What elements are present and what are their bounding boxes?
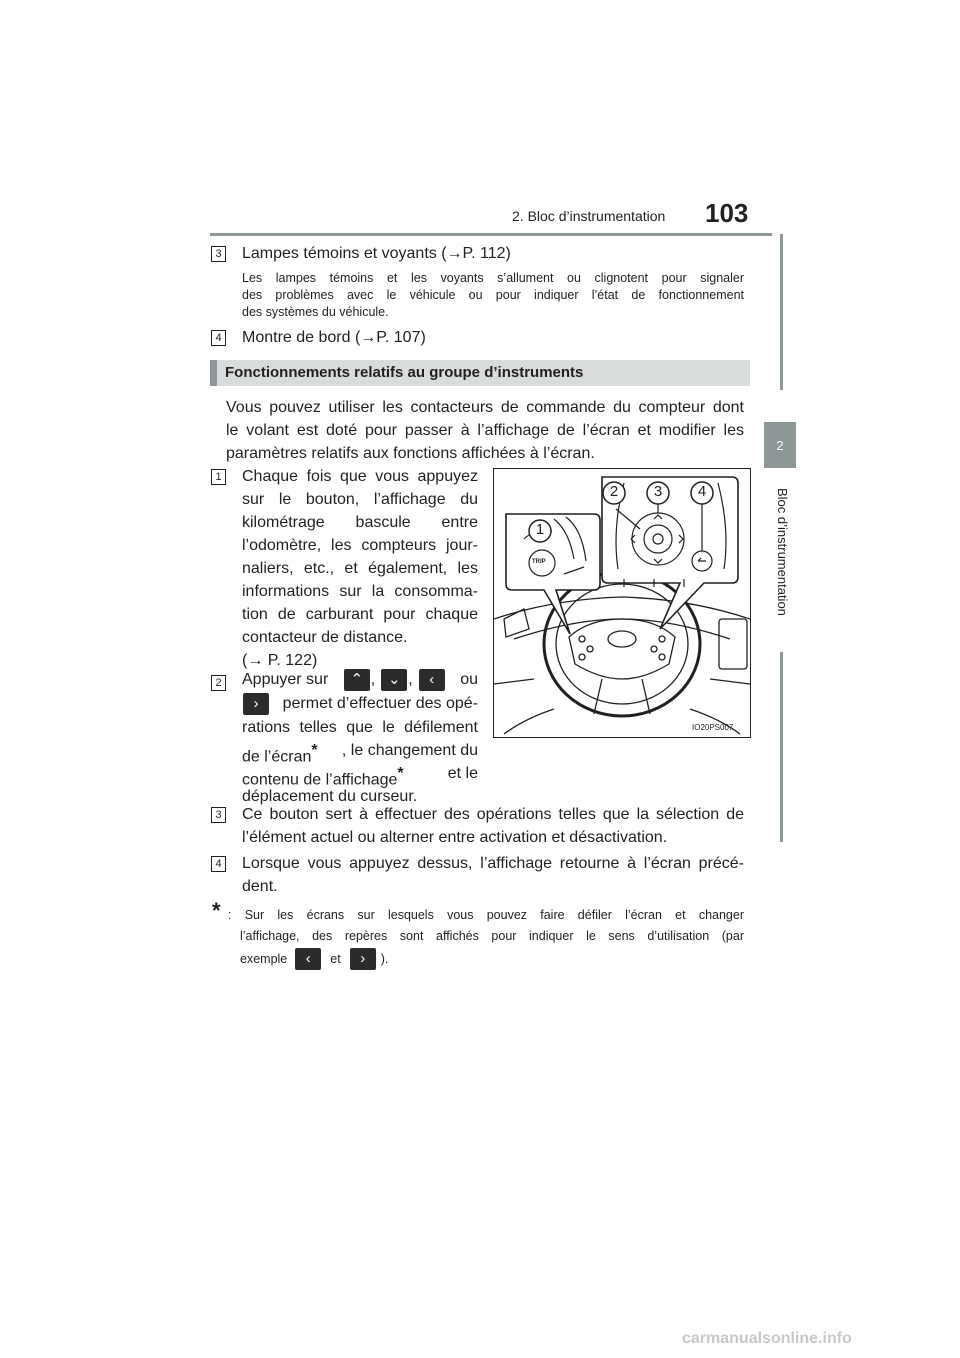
figure-callout-2: 2 [609, 483, 619, 500]
item1-line: tion de carburant pour chaque [242, 606, 478, 623]
chevron-up-icon: ⌃ [344, 669, 370, 691]
footnote-line3 [240, 948, 388, 970]
chapter-title-vertical: Bloc d’instrumentation [775, 488, 790, 616]
item2-line1 [242, 668, 478, 691]
item1-line: sur le bouton, l’affichage du [242, 491, 478, 508]
section-header-accent [210, 360, 217, 386]
figure-callout-4: 4 [697, 483, 707, 500]
item-number-badge: 4 [211, 856, 226, 872]
item1-line: contacteur de distance. [242, 629, 408, 646]
footnote-line: l’affichage, des repères sont affichés pour indiquer le sens d’utilisation (par [240, 929, 744, 943]
page-number: 103 [705, 198, 749, 228]
header-rule [210, 233, 772, 236]
header-section-title: 2. Bloc d’instrumentation [512, 208, 666, 224]
asterisk: * [311, 742, 318, 759]
side-rule-bottom [780, 652, 783, 842]
item2-text: et le [447, 765, 478, 782]
figure-code: IO20PS007 [692, 723, 734, 732]
item1-line: kilométrage bascule entre [242, 514, 478, 531]
trip-button-label: TRIP [532, 559, 546, 565]
footnote-text: et [330, 952, 341, 966]
chevron-right-icon: › [243, 693, 269, 715]
separator: , [408, 671, 413, 688]
item-title: Montre de bord (→P. 107) [242, 329, 426, 346]
item-desc-line: des problèmes avec le véhicule ou pour indiquer l’état de fonctionnement [242, 288, 744, 302]
item2-line: rations telles que le défilement [242, 719, 478, 736]
footnote-text: ). [380, 952, 389, 966]
item3-line: l’élément actuel ou alterner entre activation et désactivation. [242, 829, 668, 846]
item1-line: informations sur la consomma- [242, 583, 478, 600]
footnote-line: : Sur les écrans sur lesquels vous pouvez faire défiler l’écran et changer [228, 908, 744, 922]
item2-text: contenu de l’affichage [242, 771, 398, 789]
item2-keys [343, 668, 446, 691]
item-number-badge: 2 [211, 675, 226, 691]
side-rule-top [780, 234, 783, 390]
intro-line: Vous pouvez utiliser les contacteurs de commande du compteur dont [226, 399, 744, 416]
item2-or: ou [460, 671, 478, 688]
footnote-asterisk: * [212, 898, 221, 923]
item1-line: naliers, etc., et également, les [242, 560, 478, 577]
intro-line: paramètres relatifs aux fonctions affichées à l’écran. [226, 445, 595, 462]
item4-line: Lorsque vous appuyez dessus, l’affichage retourne à l’écran précé- [242, 855, 744, 872]
section-title: Fonctionnements relatifs au groupe d’instruments [225, 364, 584, 381]
item-number-badge: 4 [211, 330, 226, 346]
chevron-left-icon: ‹ [295, 948, 321, 970]
steering-wheel-drawing [494, 469, 750, 737]
intro-line: le volant est doté pour passer à l’affichage de l’écran et modifier les [226, 422, 744, 439]
footnote-text: exemple [240, 952, 288, 966]
item3-line: Ce bouton sert à effectuer des opérations telles que la sélection de [242, 806, 744, 823]
item2-text: Appuyer sur [242, 671, 329, 688]
item4-line: dent. [242, 878, 278, 895]
footer-watermark: carmanualsonline.info [682, 1330, 852, 1347]
chevron-right-icon: › [350, 948, 376, 970]
item1-ref: (→ P. 122) [242, 652, 318, 669]
item-number-badge: 3 [211, 246, 226, 262]
item1-line: l’odomètre, les compteurs jour- [242, 537, 478, 554]
item-desc-line: des systèmes du véhicule. [242, 305, 389, 319]
item1-line: Chaque fois que vous appuyez [242, 468, 478, 485]
figure-callout-1: 1 [535, 521, 545, 538]
item2-text: de l’écran [242, 748, 312, 766]
steering-wheel-illustration [493, 468, 751, 738]
figure-callout-3: 3 [653, 483, 663, 500]
chapter-tab: 2 [764, 422, 796, 468]
item2-line: déplacement du curseur. [242, 788, 418, 805]
chevron-down-icon: ⌄ [381, 669, 407, 691]
item2-line2 [242, 692, 478, 715]
asterisk: * [397, 765, 404, 782]
item-desc-line: Les lampes témoins et les voyants s’allument ou clignotent pour signaler [242, 271, 744, 285]
item-title: Lampes témoins et voyants (→P. 112) [242, 245, 511, 262]
chevron-left-icon: ‹ [419, 669, 445, 691]
item2-text: , le changement du [341, 742, 478, 759]
item-number-badge: 3 [211, 807, 226, 823]
separator: , [370, 671, 376, 688]
item2-text: permet d’effectuer des opé- [282, 695, 478, 712]
item-number-badge: 1 [211, 469, 226, 485]
